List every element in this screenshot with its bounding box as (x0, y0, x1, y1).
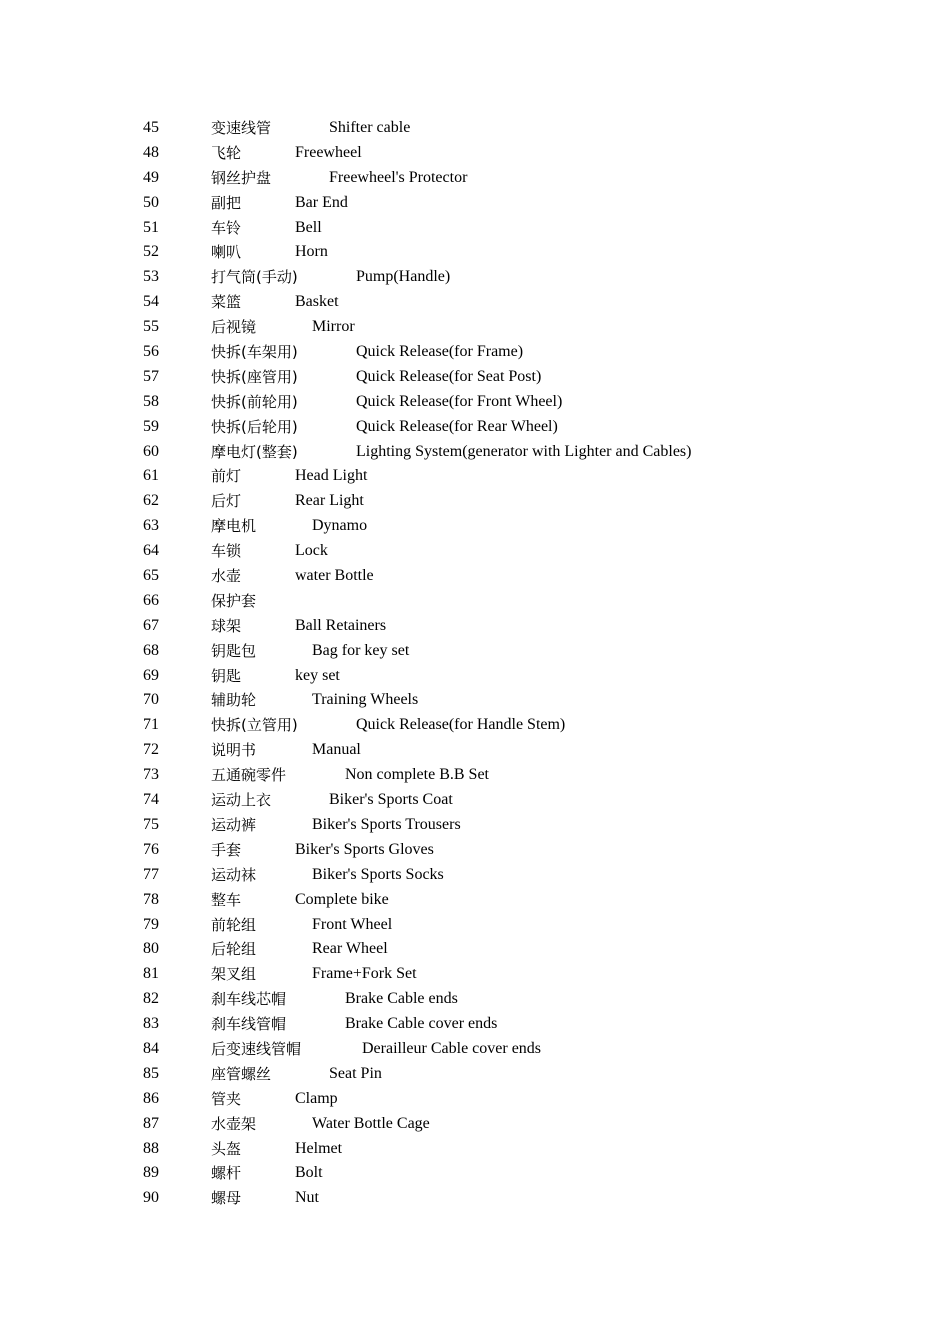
item-number: 76 (143, 840, 159, 858)
item-chinese-name: 副把 (211, 193, 242, 212)
item-number: 69 (143, 666, 159, 684)
item-english-name: Freewheel's Protector (329, 168, 468, 186)
item-number: 52 (143, 243, 159, 261)
item-chinese-name: 运动上衣 (211, 791, 272, 810)
list-item (143, 489, 923, 514)
list-item (143, 1087, 923, 1112)
list-item (143, 913, 923, 938)
item-number: 80 (143, 940, 159, 958)
item-number: 48 (143, 143, 159, 161)
item-chinese-name: 后视镜 (211, 318, 257, 337)
item-chinese-name: 车锁 (211, 542, 242, 561)
item-chinese-name: 摩电灯(整套) (211, 442, 298, 461)
item-number: 84 (143, 1039, 159, 1057)
item-number: 53 (143, 268, 159, 286)
item-number: 54 (143, 293, 159, 311)
item-number: 74 (143, 791, 159, 809)
list-item (143, 216, 923, 241)
item-english-name: Front Wheel (312, 915, 393, 933)
item-english-name: Mirror (312, 318, 355, 336)
item-english-name: Horn (295, 243, 328, 261)
item-number: 56 (143, 343, 159, 361)
item-english-name: Head Light (295, 467, 368, 485)
item-number: 62 (143, 492, 159, 510)
list-item (143, 240, 923, 265)
item-chinese-name: 水壶 (211, 567, 242, 586)
item-english-name: Bolt (295, 1164, 323, 1182)
list-item (143, 265, 923, 290)
item-number: 85 (143, 1064, 159, 1082)
list-item (143, 340, 923, 365)
item-english-name: Helmet (295, 1139, 343, 1157)
item-number: 64 (143, 542, 159, 560)
item-chinese-name: 快拆(立管用) (211, 716, 298, 735)
item-chinese-name: 后变速线管帽 (211, 1039, 302, 1058)
item-chinese-name: 管夹 (211, 1089, 242, 1108)
item-chinese-name: 喇叭 (211, 243, 242, 262)
item-english-name: Quick Release(for Handle Stem) (356, 716, 566, 734)
item-chinese-name: 钥匙包 (211, 641, 257, 660)
list-item (143, 1037, 923, 1062)
list-item (143, 1012, 923, 1037)
list-item (143, 440, 923, 465)
item-english-name: Clamp (295, 1089, 338, 1107)
item-chinese-name: 车铃 (211, 218, 242, 237)
item-number: 45 (143, 119, 159, 136)
list-item (143, 1161, 923, 1186)
list-item (143, 1062, 923, 1087)
item-english-name: Quick Release(for Seat Post) (356, 367, 542, 385)
item-number: 83 (143, 1015, 159, 1033)
list-item (143, 564, 923, 589)
item-chinese-name: 头盔 (211, 1139, 242, 1158)
item-english-name: Brake Cable ends (345, 990, 458, 1008)
item-number: 58 (143, 392, 159, 410)
item-chinese-name: 钥匙 (211, 666, 242, 685)
item-number: 57 (143, 367, 159, 385)
item-chinese-name: 摩电机 (211, 517, 257, 536)
item-number: 59 (143, 417, 159, 435)
list-item (143, 788, 923, 813)
item-number: 55 (143, 318, 159, 336)
item-chinese-name: 快拆(座管用) (211, 367, 298, 386)
list-item (143, 813, 923, 838)
list-item (143, 166, 923, 191)
list-item (143, 415, 923, 440)
item-english-name: Pump(Handle) (356, 268, 451, 286)
item-chinese-name: 架叉组 (211, 965, 257, 984)
item-english-name: Rear Light (295, 492, 364, 510)
list-item (143, 365, 923, 390)
list-item (143, 1137, 923, 1162)
item-chinese-name: 座管螺丝 (211, 1064, 272, 1083)
list-item (143, 1112, 923, 1137)
item-chinese-name: 快拆(车架用) (211, 343, 298, 362)
item-chinese-name: 保护套 (211, 591, 257, 610)
item-english-name: Complete bike (295, 890, 389, 908)
item-chinese-name: 说明书 (211, 741, 257, 760)
item-chinese-name: 快拆(前轮用) (211, 392, 298, 411)
list-item (143, 664, 923, 689)
list-item (143, 763, 923, 788)
list-item (143, 639, 923, 664)
item-english-name: Lighting System(generator with Lighter and Cables) (356, 442, 692, 460)
list-item (143, 141, 923, 166)
item-chinese-name: 后轮组 (211, 940, 257, 959)
item-english-name: Dynamo (312, 517, 368, 535)
item-number: 78 (143, 890, 159, 908)
item-chinese-name: 快拆(后轮用) (211, 417, 298, 436)
list-item (143, 688, 923, 713)
list-item (143, 464, 923, 489)
item-chinese-name: 五通碗零件 (211, 766, 287, 785)
item-number: 50 (143, 193, 159, 211)
item-english-name: Lock (295, 542, 328, 560)
item-english-name: Freewheel (295, 143, 362, 161)
item-english-name: Seat Pin (329, 1064, 382, 1082)
item-number: 51 (143, 218, 159, 236)
item-number: 60 (143, 442, 159, 460)
item-chinese-name: 打气筒(手动) (211, 268, 298, 287)
item-number: 73 (143, 766, 159, 784)
item-english-name: Frame+Fork Set (312, 965, 417, 983)
item-english-name: Basket (295, 293, 339, 311)
list-item (143, 962, 923, 987)
item-chinese-name: 球架 (211, 616, 242, 635)
item-english-name: Non complete B.B Set (345, 766, 489, 784)
item-number: 61 (143, 467, 159, 485)
item-english-name: Brake Cable cover ends (345, 1015, 498, 1033)
item-english-name: Bell (295, 218, 322, 236)
parts-list (143, 116, 923, 1211)
item-english-name: Biker's Sports Trousers (312, 815, 461, 833)
list-item (143, 738, 923, 763)
item-number: 82 (143, 990, 159, 1008)
list-item (143, 713, 923, 738)
list-item (143, 1186, 923, 1211)
list-item (143, 290, 923, 315)
item-english-name: Bag for key set (312, 641, 410, 659)
item-number: 79 (143, 915, 159, 933)
item-number: 75 (143, 815, 159, 833)
item-number: 70 (143, 691, 159, 709)
list-item (143, 116, 923, 141)
list-item (143, 888, 923, 913)
item-number: 67 (143, 616, 159, 634)
item-number: 88 (143, 1139, 159, 1157)
item-chinese-name: 辅助轮 (211, 691, 257, 710)
item-number: 86 (143, 1089, 159, 1107)
list-item (143, 987, 923, 1012)
item-number: 77 (143, 865, 159, 883)
item-english-name: Biker's Sports Coat (329, 791, 453, 809)
item-chinese-name: 水壶架 (211, 1114, 257, 1133)
item-number: 68 (143, 641, 159, 659)
item-chinese-name: 变速线管 (211, 119, 272, 137)
item-english-name: water Bottle (295, 567, 374, 585)
item-chinese-name: 螺杆 (211, 1164, 242, 1183)
item-chinese-name: 刹车线芯帽 (211, 990, 287, 1009)
item-chinese-name: 后灯 (211, 492, 242, 511)
list-item (143, 514, 923, 539)
item-chinese-name: 运动袜 (211, 865, 257, 884)
list-item (143, 838, 923, 863)
item-english-name: Derailleur Cable cover ends (362, 1039, 542, 1057)
item-chinese-name: 手套 (211, 840, 242, 859)
item-english-name: Quick Release(for Rear Wheel) (356, 417, 558, 435)
item-english-name: Shifter cable (329, 119, 411, 136)
list-item (143, 191, 923, 216)
item-chinese-name: 钢丝护盘 (211, 168, 272, 187)
item-number: 66 (143, 591, 159, 609)
item-chinese-name: 刹车线管帽 (211, 1015, 287, 1034)
item-english-name: Nut (295, 1189, 319, 1207)
item-chinese-name: 前灯 (211, 467, 242, 486)
list-item (143, 390, 923, 415)
list-item (143, 589, 923, 614)
item-english-name: Biker's Sports Gloves (295, 840, 434, 858)
item-number: 49 (143, 168, 159, 186)
item-number: 72 (143, 741, 159, 759)
item-english-name: Biker's Sports Socks (312, 865, 444, 883)
item-english-name: Bar End (295, 193, 348, 211)
item-number: 63 (143, 517, 159, 535)
item-number: 87 (143, 1114, 159, 1132)
item-chinese-name: 运动裤 (211, 815, 257, 834)
list-item (143, 539, 923, 564)
item-number: 71 (143, 716, 159, 734)
item-number: 90 (143, 1189, 159, 1207)
item-english-name: Training Wheels (312, 691, 419, 709)
item-english-name: Manual (312, 741, 361, 759)
item-english-name: Quick Release(for Frame) (356, 343, 524, 361)
item-english-name: Quick Release(for Front Wheel) (356, 392, 563, 410)
item-number: 65 (143, 567, 159, 585)
item-english-name: key set (295, 666, 340, 684)
item-chinese-name: 螺母 (211, 1189, 242, 1208)
item-chinese-name: 前轮组 (211, 915, 257, 934)
list-item (143, 937, 923, 962)
list-item (143, 863, 923, 888)
item-chinese-name: 飞轮 (211, 143, 242, 162)
list-item (143, 315, 923, 340)
item-number: 81 (143, 965, 159, 983)
item-english-name: Rear Wheel (312, 940, 388, 958)
item-number: 89 (143, 1164, 159, 1182)
item-chinese-name: 整车 (211, 890, 242, 909)
item-english-name: Ball Retainers (295, 616, 387, 634)
item-chinese-name: 菜篮 (211, 293, 242, 312)
list-item (143, 614, 923, 639)
item-english-name: Water Bottle Cage (312, 1114, 430, 1132)
